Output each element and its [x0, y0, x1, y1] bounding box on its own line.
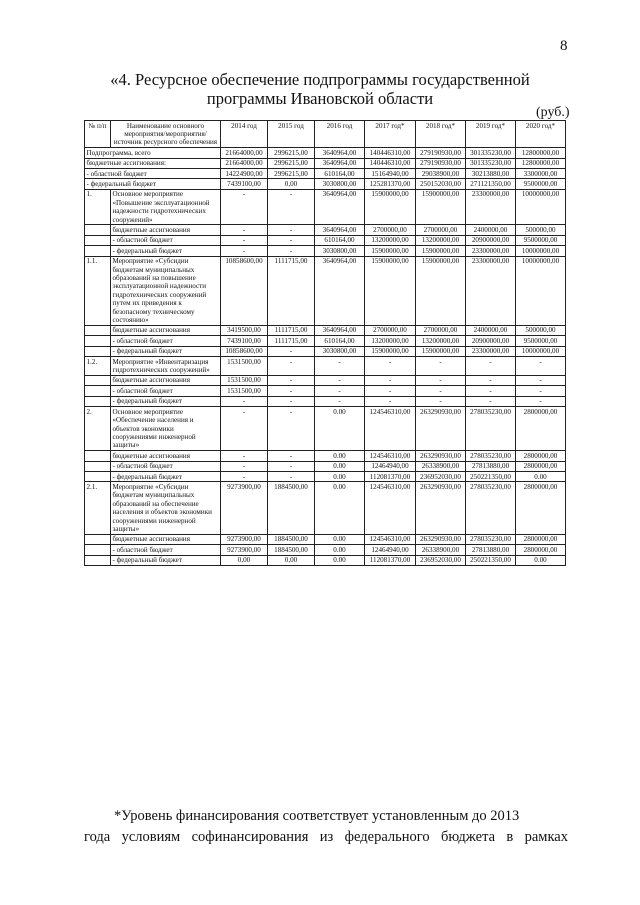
cell-value: 9273900,00 — [221, 545, 268, 555]
cell-value: 1884500,00 — [268, 482, 315, 534]
row-number — [85, 545, 111, 555]
row-number — [85, 225, 111, 235]
cell-value: 13200000,00 — [416, 235, 466, 245]
cell-value: - — [315, 375, 365, 385]
cell-value: 12800000,00 — [516, 158, 566, 168]
cell-value: - — [315, 357, 365, 376]
cell-value: - — [416, 396, 466, 406]
cell-value: - — [268, 396, 315, 406]
cell-value: 1531500,00 — [221, 375, 268, 385]
table-row — [85, 555, 566, 565]
cell-value: - — [365, 396, 416, 406]
table-row — [85, 386, 566, 396]
cell-value: - — [365, 386, 416, 396]
row-number: 1.2. — [85, 357, 111, 376]
header-2014: 2014 год — [221, 121, 268, 148]
cell-value: 0.00 — [315, 407, 365, 451]
cell-value: 15900000,00 — [365, 346, 416, 356]
cell-value: 2800000,00 — [516, 534, 566, 544]
cell-value: 15900000,00 — [416, 256, 466, 325]
row-number: 2.1. — [85, 482, 111, 534]
table-header-row — [85, 121, 566, 148]
cell-value: - — [315, 396, 365, 406]
cell-value: 1111715,00 — [268, 336, 315, 346]
cell-value: 0,00 — [268, 179, 315, 189]
row-label: - федеральный бюджет — [111, 555, 221, 565]
cell-value: 112081370,00 — [365, 555, 416, 565]
table-row — [85, 482, 566, 534]
cell-value: - — [416, 375, 466, 385]
row-label: - областной бюджет — [111, 461, 221, 471]
cell-value: 9273900,00 — [221, 482, 268, 534]
cell-value: 610164,00 — [315, 235, 365, 245]
cell-value: 10000000,00 — [516, 189, 566, 225]
cell-value: 0.00 — [315, 461, 365, 471]
footnote — [84, 806, 568, 848]
cell-value: 27813880,00 — [466, 545, 516, 555]
table-body — [85, 148, 566, 566]
cell-value: 23300000,00 — [466, 346, 516, 356]
cell-value: - — [221, 225, 268, 235]
cell-value: - — [466, 357, 516, 376]
cell-value: - — [268, 451, 315, 461]
cell-value: 124546310,00 — [365, 482, 416, 534]
cell-value: 14224900,00 — [221, 169, 268, 179]
cell-value: - — [221, 246, 268, 256]
table-row — [85, 179, 566, 189]
cell-value: 9273900,00 — [221, 534, 268, 544]
cell-value: - — [268, 375, 315, 385]
table-row — [85, 472, 566, 482]
cell-value: - — [416, 386, 466, 396]
header-2016: 2016 год — [315, 121, 365, 148]
row-label: - областной бюджет — [111, 386, 221, 396]
cell-value: 263290930,00 — [416, 451, 466, 461]
footnote-line1: *Уровень финансирования соответствует установленным до 2013 — [114, 808, 520, 824]
cell-value: - — [268, 407, 315, 451]
table-row — [85, 451, 566, 461]
cell-value: - — [268, 235, 315, 245]
table-row — [85, 545, 566, 555]
cell-value: 0.00 — [516, 472, 566, 482]
cell-value: 1884500,00 — [268, 545, 315, 555]
cell-value: - — [516, 396, 566, 406]
cell-value: - — [466, 396, 516, 406]
cell-value: 15900000,00 — [365, 256, 416, 325]
cell-value: 0.00 — [315, 555, 365, 565]
table-row — [85, 396, 566, 406]
cell-value: 20900000,00 — [466, 235, 516, 245]
table-row — [85, 225, 566, 235]
cell-value: - — [221, 461, 268, 471]
cell-value: - — [268, 461, 315, 471]
row-label: - областной бюджет — [111, 545, 221, 555]
cell-value: 250221350,00 — [466, 555, 516, 565]
cell-value: 0,00 — [268, 555, 315, 565]
cell-value: 3030800,00 — [315, 346, 365, 356]
cell-value: 124546310,00 — [365, 451, 416, 461]
row-number: 1. — [85, 189, 111, 225]
row-label: - федеральный бюджет — [111, 396, 221, 406]
cell-value: - — [365, 375, 416, 385]
cell-value: - — [221, 235, 268, 245]
row-number — [85, 336, 111, 346]
cell-value: 21664000,00 — [221, 148, 268, 158]
row-number — [85, 346, 111, 356]
table-row — [85, 461, 566, 471]
cell-value: 2800000,00 — [516, 451, 566, 461]
cell-value: - — [416, 357, 466, 376]
cell-value: 2800000,00 — [516, 545, 566, 555]
row-number: 1.1. — [85, 256, 111, 325]
row-number — [85, 451, 111, 461]
cell-value: - — [268, 246, 315, 256]
cell-value: 263290930,00 — [416, 534, 466, 544]
currency-unit: (руб.) — [536, 105, 570, 120]
cell-value: 20900000,00 — [466, 336, 516, 346]
cell-value: 278035230,00 — [466, 407, 516, 451]
cell-value: 263290930,00 — [416, 407, 466, 451]
header-2020: 2020 год* — [516, 121, 566, 148]
cell-value: 30213880,00 — [466, 169, 516, 179]
cell-value: 112081370,00 — [365, 472, 416, 482]
cell-value: - — [268, 386, 315, 396]
cell-value: 1111715,00 — [268, 325, 315, 335]
table-row — [85, 534, 566, 544]
row-label: бюджетные ассигнования — [111, 534, 221, 544]
table-row — [85, 375, 566, 385]
header-2019: 2019 год* — [466, 121, 516, 148]
cell-value: 10858600,00 — [221, 256, 268, 325]
cell-value: 9500000,00 — [516, 235, 566, 245]
cell-value: 0,00 — [221, 555, 268, 565]
cell-value: 3419500,00 — [221, 325, 268, 335]
cell-value: 140446310,00 — [365, 158, 416, 168]
cell-value: - — [221, 407, 268, 451]
cell-value: 3640964,00 — [315, 225, 365, 235]
table-row — [85, 246, 566, 256]
cell-value: 2800000,00 — [516, 407, 566, 451]
row-label: Основное мероприятие «Повышение эксплуатационной надежности гидротехнических сооружений» — [111, 189, 221, 225]
cell-value: 0.00 — [315, 451, 365, 461]
table-row — [85, 189, 566, 225]
cell-value: 10000000,00 — [516, 256, 566, 325]
row-number — [85, 555, 111, 565]
row-number — [85, 396, 111, 406]
cell-value: 0.00 — [315, 545, 365, 555]
cell-value: 3640964,00 — [315, 189, 365, 225]
table-row — [85, 148, 566, 158]
cell-value: 250221350,00 — [466, 472, 516, 482]
cell-value: 15900000,00 — [416, 189, 466, 225]
cell-value: 10000000,00 — [516, 246, 566, 256]
cell-value: 3030800,00 — [315, 179, 365, 189]
cell-value: 0.00 — [315, 482, 365, 534]
row-label: - областной бюджет — [111, 235, 221, 245]
cell-value: 3030800,00 — [315, 246, 365, 256]
cell-value: 13200000,00 — [365, 336, 416, 346]
cell-value: - — [466, 375, 516, 385]
cell-value: 301335230,00 — [466, 158, 516, 168]
cell-value: - — [268, 225, 315, 235]
cell-value: - — [221, 472, 268, 482]
row-label: - областной бюджет — [85, 169, 221, 179]
cell-value: 236952030,00 — [416, 472, 466, 482]
cell-value: - — [221, 189, 268, 225]
cell-value: 23300000,00 — [466, 256, 516, 325]
table-row — [85, 235, 566, 245]
cell-value: 7439100,00 — [221, 179, 268, 189]
row-label: - федеральный бюджет — [111, 246, 221, 256]
table-row — [85, 325, 566, 335]
cell-value: - — [466, 386, 516, 396]
cell-value: 21664000,00 — [221, 158, 268, 168]
cell-value: 140446310,00 — [365, 148, 416, 158]
row-number — [85, 375, 111, 385]
cell-value: 2400000,00 — [466, 325, 516, 335]
cell-value: - — [365, 357, 416, 376]
row-label: бюджетные ассигнования: — [85, 158, 221, 168]
header-2017: 2017 год* — [365, 121, 416, 148]
cell-value: 0.00 — [315, 534, 365, 544]
cell-value: 279190930,00 — [416, 148, 466, 158]
cell-value: 124546310,00 — [365, 407, 416, 451]
table-row — [85, 407, 566, 451]
cell-value: 12800000,00 — [516, 148, 566, 158]
cell-value: 610164,00 — [315, 169, 365, 179]
row-number — [85, 235, 111, 245]
resource-table — [84, 120, 566, 566]
cell-value: - — [516, 386, 566, 396]
cell-value: 2700000,00 — [416, 225, 466, 235]
table-row — [85, 336, 566, 346]
cell-value: 3640964,00 — [315, 256, 365, 325]
cell-value: 1884500,00 — [268, 534, 315, 544]
cell-value: 500000,00 — [516, 325, 566, 335]
row-number: 2. — [85, 407, 111, 451]
cell-value: 2700000,00 — [365, 225, 416, 235]
cell-value: 12464940,00 — [365, 461, 416, 471]
cell-value: 500000,00 — [516, 225, 566, 235]
cell-value: 278035230,00 — [466, 451, 516, 461]
cell-value: 23300000,00 — [466, 246, 516, 256]
cell-value: 250152030,00 — [416, 179, 466, 189]
cell-value: - — [268, 472, 315, 482]
cell-value: 2800000,00 — [516, 461, 566, 471]
cell-value: 23300000,00 — [466, 189, 516, 225]
cell-value: 2996215,00 — [268, 148, 315, 158]
cell-value: 0.00 — [516, 555, 566, 565]
cell-value: 271121350,00 — [466, 179, 516, 189]
row-label: Мероприятие «Инвентаризация гидротехнических сооружений» — [111, 357, 221, 376]
row-number — [85, 325, 111, 335]
cell-value: 1531500,00 — [221, 357, 268, 376]
cell-value: 10858600,00 — [221, 346, 268, 356]
cell-value: 3640964,00 — [315, 148, 365, 158]
row-label: Мероприятие «Субсидии бюджетам муниципальных образований на обеспечение населения и объектов экономики сооружениями инженерной защиты» — [111, 482, 221, 534]
row-label: Подпрограмма, всего — [85, 148, 221, 158]
cell-value: 124546310,00 — [365, 534, 416, 544]
cell-value: - — [268, 357, 315, 376]
cell-value: 3640964,00 — [315, 158, 365, 168]
cell-value: 610164,00 — [315, 336, 365, 346]
cell-value: 2800000,00 — [516, 482, 566, 534]
cell-value: 15900000,00 — [416, 346, 466, 356]
cell-value: 2996215,00 — [268, 158, 315, 168]
cell-value: - — [268, 346, 315, 356]
row-label: - федеральный бюджет — [111, 472, 221, 482]
cell-value: - — [221, 396, 268, 406]
cell-value: 2700000,00 — [365, 325, 416, 335]
cell-value: - — [516, 375, 566, 385]
row-number — [85, 461, 111, 471]
cell-value: - — [221, 451, 268, 461]
table-row — [85, 346, 566, 356]
cell-value: 1111715,00 — [268, 256, 315, 325]
cell-value: 301335230,00 — [466, 148, 516, 158]
cell-value: 2400000,00 — [466, 225, 516, 235]
header-2018: 2018 год* — [416, 121, 466, 148]
table-row — [85, 169, 566, 179]
cell-value: 26338900,00 — [416, 545, 466, 555]
cell-value: 15900000,00 — [416, 246, 466, 256]
cell-value: 13200000,00 — [365, 235, 416, 245]
cell-value: 2996215,00 — [268, 169, 315, 179]
cell-value: 9500000,00 — [516, 179, 566, 189]
cell-value: 3300000,00 — [516, 169, 566, 179]
row-label: Мероприятие «Субсидии бюджетам муниципальных образований на повышение эксплуатационной надежности гидротехнических сооружений путем их приведения к безопасному техническому состоянию» — [111, 256, 221, 325]
row-label: бюджетные ассигнования — [111, 325, 221, 335]
table-row — [85, 256, 566, 325]
cell-value: 125281370,00 — [365, 179, 416, 189]
row-label: - областной бюджет — [111, 336, 221, 346]
row-label: - федеральный бюджет — [85, 179, 221, 189]
cell-value: 9500000,00 — [516, 336, 566, 346]
footnote-line2: года условиям софинансирования из федерального бюджета в рамках — [84, 829, 568, 845]
cell-value: 236952030,00 — [416, 555, 466, 565]
row-number — [85, 534, 111, 544]
row-number — [85, 472, 111, 482]
cell-value: 29038900,00 — [416, 169, 466, 179]
row-label: бюджетные ассигнования — [111, 375, 221, 385]
header-number: № п/п — [85, 121, 111, 148]
cell-value: 3640964,00 — [315, 325, 365, 335]
cell-value: 10000000,00 — [516, 346, 566, 356]
section-title-line2: программы Ивановской области — [206, 89, 434, 108]
row-label: - федеральный бюджет — [111, 346, 221, 356]
cell-value: 1531500,00 — [221, 386, 268, 396]
cell-value: 27813880,00 — [466, 461, 516, 471]
header-name: Наименование основного мероприятия/мероприятия/ источник ресурсного обеспечения — [111, 121, 221, 148]
cell-value: 15900000,00 — [365, 189, 416, 225]
row-label: Основное мероприятие «Обеспечение населения и объектов экономики сооружениями инженерной защиты» — [111, 407, 221, 451]
cell-value: - — [268, 189, 315, 225]
cell-value: 7439100,00 — [221, 336, 268, 346]
section-title-line1: «4. Ресурсное обеспечение подпрограммы государственной — [110, 70, 530, 89]
cell-value: 15164940,00 — [365, 169, 416, 179]
cell-value: - — [516, 357, 566, 376]
section-title — [60, 70, 580, 108]
cell-value: 278035230,00 — [466, 534, 516, 544]
cell-value: 278035230,00 — [466, 482, 516, 534]
cell-value: 15900000,00 — [365, 246, 416, 256]
cell-value: 279190930,00 — [416, 158, 466, 168]
table-row — [85, 158, 566, 168]
cell-value: 13200000,00 — [416, 336, 466, 346]
cell-value: - — [315, 386, 365, 396]
table-row — [85, 357, 566, 376]
cell-value: 2700000,00 — [416, 325, 466, 335]
row-label: бюджетные ассигнования — [111, 225, 221, 235]
cell-value: 263290930,00 — [416, 482, 466, 534]
row-number — [85, 246, 111, 256]
cell-value: 12464940,00 — [365, 545, 416, 555]
page-number: 8 — [560, 38, 568, 54]
row-label: бюджетные ассигнования — [111, 451, 221, 461]
row-number — [85, 386, 111, 396]
cell-value: 0.00 — [315, 472, 365, 482]
cell-value: 26338900,00 — [416, 461, 466, 471]
header-2015: 2015 год — [268, 121, 315, 148]
